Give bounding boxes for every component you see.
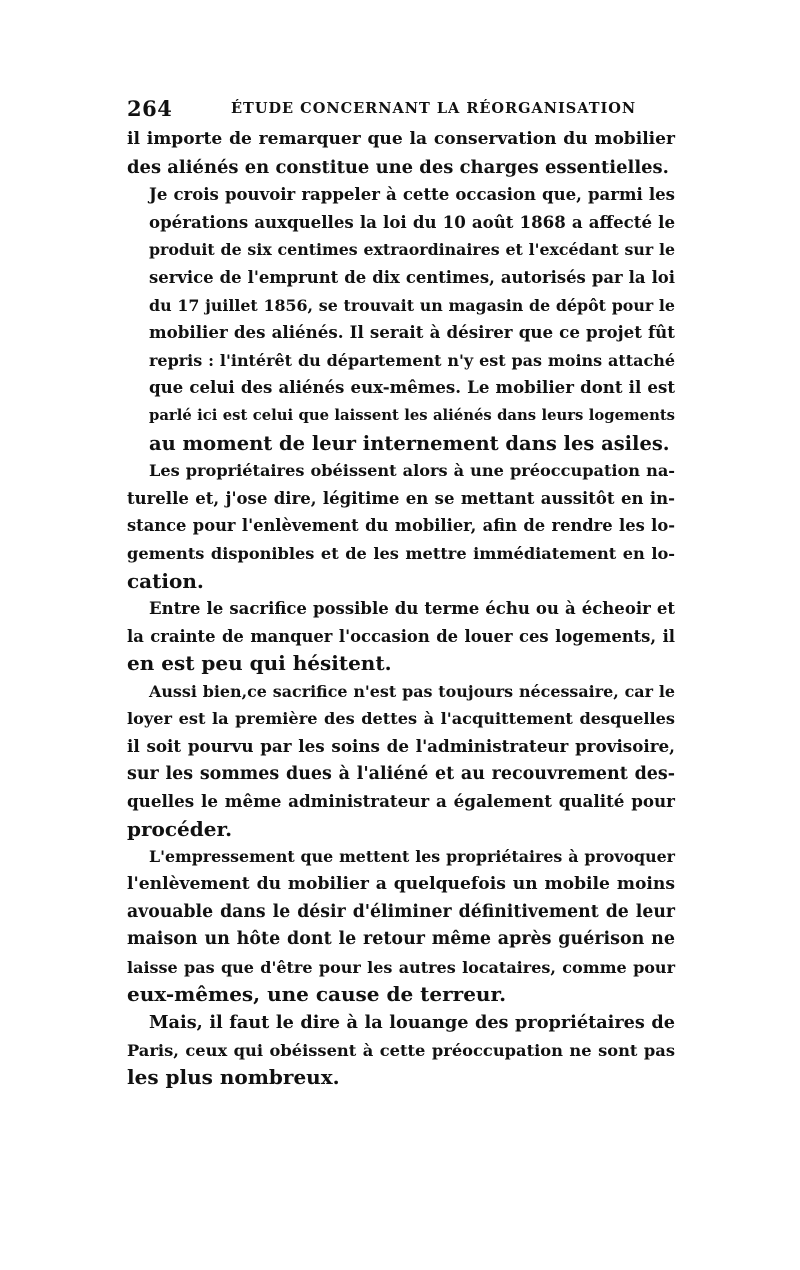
running-title: ÉTUDE CONCERNANT LA RÉORGANISATION — [231, 100, 637, 117]
paragraph — [127, 1009, 675, 1092]
text-line: repris : l'intérêt du département n'y est pas moins attaché — [149, 350, 675, 370]
text-line: au moment de leur internement dans les asiles. — [149, 431, 670, 455]
text-line: Paris, ceux qui obéissent à cette préoccupation ne sont pas — [127, 1040, 675, 1060]
text-line: il importe de remarquer que la conservation du mobilier — [127, 129, 675, 149]
paragraph — [127, 457, 675, 595]
text-line: gements disponibles et de les mettre immédiatement en lo- — [127, 543, 675, 563]
page-header — [127, 96, 675, 120]
paragraph — [127, 843, 675, 1009]
text-line: que celui des aliénés eux-mêmes. Le mobilier dont il est — [149, 377, 675, 398]
text-line: des aliénés en constitue une des charges essentielles. — [127, 156, 669, 178]
text-line: produit de six centimes extraordinaires et l'excédant sur le — [149, 240, 675, 260]
text-line: stance pour l'enlèvement du mobilier, afin de rendre les lo- — [127, 516, 675, 536]
text-line: loyer est la première des dettes à l'acquittement desquelles — [127, 709, 675, 729]
text-line: Les propriétaires obéissent alors à une préoccupation na- — [149, 461, 675, 481]
text-line: la crainte de manquer l'occasion de louer ces logements, il — [127, 626, 675, 646]
text-line: Mais, il faut le dire à la louange des propriétaires de — [149, 1012, 675, 1033]
text-line: turelle et, j'ose dire, légitime en se mettant aussitôt en in- — [127, 488, 675, 508]
text-line: les plus nombreux. — [127, 1065, 340, 1090]
text-line: L'empressement que mettent les propriétaires à provoquer — [149, 847, 675, 867]
text-line: eux-mêmes, une cause de terreur. — [127, 982, 507, 1007]
text-line: sur les sommes dues à l'aliéné et au recouvrement des- — [127, 763, 675, 784]
text-line: laisse pas que d'être pour les autres locataires, comme pour — [127, 957, 675, 977]
text-line: il soit pourvu par les soins de l'administrateur provisoire, — [127, 736, 675, 757]
paragraph — [127, 126, 675, 181]
text-line: du 17 juillet 1856, se trouvait un magasin de dépôt pour le — [149, 295, 675, 315]
text-line: Aussi bien,ce sacrifice n'est pas toujours nécessaire, car le — [149, 681, 675, 701]
text-line: en est peu qui hésitent. — [127, 651, 392, 676]
text-line: mobilier des aliénés. Il serait à désirer que ce projet fût — [149, 322, 675, 343]
text-line: service de l'emprunt de dix centimes, autorisés par la loi — [149, 267, 675, 287]
text-line: procéder. — [127, 816, 233, 841]
paragraph — [127, 595, 675, 678]
body-text — [127, 126, 675, 1092]
text-line: opérations auxquelles la loi du 10 août 1868 a affecté le — [149, 211, 675, 232]
paragraph — [127, 181, 675, 457]
text-line: Entre le sacrifice possible du terme échu ou à écheoir et — [149, 598, 675, 619]
text-line: quelles le même administrateur a également qualité pour — [127, 791, 675, 812]
text-line: avouable dans le désir d'éliminer définitivement de leur — [127, 901, 675, 922]
text-line: l'enlèvement du mobilier a quelquefois un mobile moins — [127, 874, 675, 895]
text-line: parlé ici est celui que laissent les aliénés dans leurs logements — [149, 406, 675, 424]
text-line: cation. — [127, 568, 204, 593]
page-number: 264 — [127, 96, 173, 121]
text-line: maison un hôte dont le retour même après guérison ne — [127, 929, 675, 950]
text-line: Je crois pouvoir rappeler à cette occasion que, parmi les — [149, 184, 675, 205]
paragraph — [127, 678, 675, 844]
